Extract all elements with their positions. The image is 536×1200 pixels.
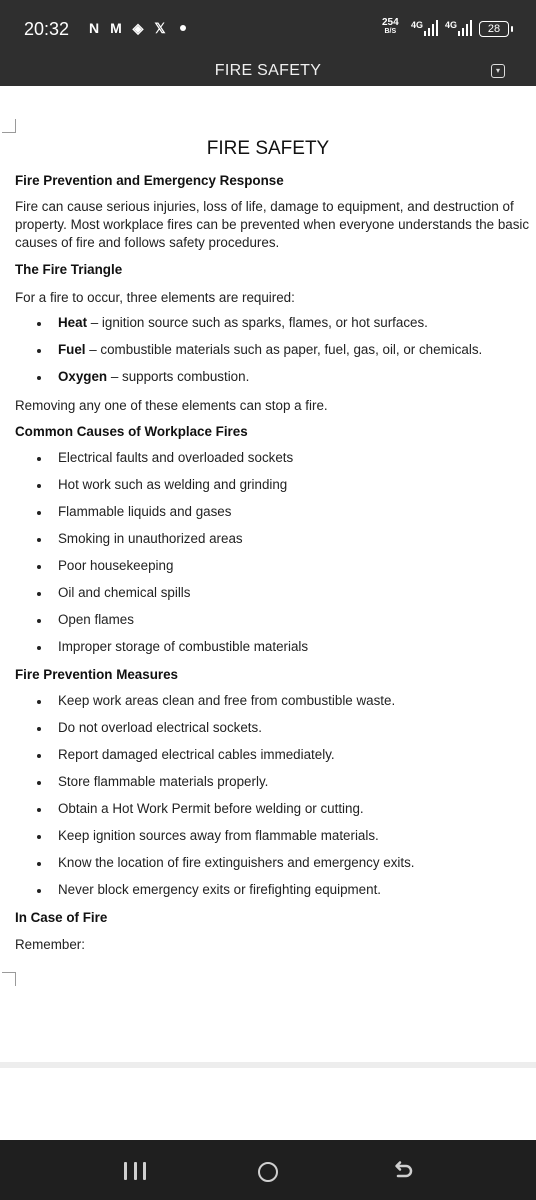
paragraph-line: causes of fire and follows safety procedures. [15, 235, 280, 250]
list-item: Do not overload electrical sockets. [58, 720, 262, 735]
bullet-icon [37, 862, 41, 866]
document-title: FIRE SAFETY [206, 138, 330, 159]
bullet-icon [37, 511, 41, 515]
list-item: Improper storage of combustible materials [58, 639, 309, 654]
bullet-icon [37, 808, 41, 812]
bullet-icon [37, 646, 41, 650]
bullet-icon [37, 592, 41, 596]
section-heading: Common Causes of Workplace Fires [15, 424, 248, 439]
section-heading: In Case of Fire [15, 910, 108, 925]
notification-icons [86, 20, 186, 36]
save-icon[interactable]: ▾ [491, 64, 505, 78]
paragraph-line: property. Most workplace fires can be prevented when everyone understands the basic [15, 217, 530, 232]
status-bar [0, 0, 536, 60]
recents-icon[interactable] [124, 1162, 146, 1180]
list-item: Obtain a Hot Work Permit before welding or cutting. [58, 801, 364, 816]
bullet-icon [37, 754, 41, 758]
crop-mark-top-left [2, 119, 16, 133]
bullet-icon [37, 538, 41, 542]
x-icon: 𝕏 [154, 19, 166, 36]
signal-1-icon [411, 20, 438, 36]
bullet-icon [37, 565, 41, 569]
battery-icon: 28 [479, 21, 509, 37]
list-item: Keep ignition sources away from flammable materials. [58, 828, 379, 843]
network-speed [382, 18, 399, 36]
bullet-icon [37, 835, 41, 839]
list-item: Heat – ignition source such as sparks, flames, or hot surfaces. [58, 315, 428, 330]
list-item: Fuel – combustible materials such as paper, fuel, gas, oil, or chemicals. [58, 342, 483, 357]
list-item: Keep work areas clean and free from combustible waste. [58, 693, 396, 708]
bullet-icon [37, 457, 41, 461]
signal-2-label: 4G [445, 20, 458, 30]
gmail-icon: M [110, 20, 122, 36]
network-speed-unit: B/S [384, 28, 397, 35]
list-item: Electrical faults and overloaded sockets [58, 450, 294, 465]
bullet-icon [37, 349, 41, 353]
bullet-icon [37, 322, 41, 326]
paragraph-line: Remember: [15, 937, 85, 952]
list-item: Know the location of fire extinguishers and emergency exits. [58, 855, 415, 870]
app-icon: ◈ [132, 19, 144, 36]
section-heading: Fire Prevention Measures [15, 667, 178, 682]
list-item: Open flames [58, 612, 134, 627]
section-heading: The Fire Triangle [15, 262, 123, 277]
list-item: Never block emergency exits or firefighting equipment. [58, 882, 382, 897]
paragraph-line: Removing any one of these elements can stop a fire. [15, 398, 328, 413]
list-item: Poor housekeeping [58, 558, 174, 573]
notion-icon: N [88, 20, 100, 36]
bullet-icon [37, 781, 41, 785]
status-time: 20:32 [24, 19, 70, 39]
list-item: Oil and chemical spills [58, 585, 191, 600]
list-item: Report damaged electrical cables immediately. [58, 747, 335, 762]
home-icon[interactable] [258, 1162, 278, 1182]
next-page[interactable] [0, 1068, 536, 1140]
bullet-icon [37, 619, 41, 623]
bullet-icon [37, 700, 41, 704]
app-bar-title: FIRE SAFETY [214, 62, 322, 79]
list-item: Smoking in unauthorized areas [58, 531, 243, 546]
signal-1-label: 4G [411, 20, 424, 30]
back-icon[interactable] [392, 1160, 414, 1182]
signal-2-icon [445, 20, 472, 36]
list-item: Hot work such as welding and grinding [58, 477, 288, 492]
list-item: Oxygen – supports combustion. [58, 369, 250, 384]
document-page[interactable] [0, 86, 536, 1062]
section-heading: Fire Prevention and Emergency Response [15, 173, 284, 188]
top-bar [0, 0, 536, 86]
bullet-icon [37, 484, 41, 488]
paragraph-line: For a fire to occur, three elements are required: [15, 290, 295, 305]
list-item: Flammable liquids and gases [58, 504, 232, 519]
more-notifications-icon [180, 25, 186, 31]
navigation-bar [0, 1140, 536, 1200]
bullet-icon [37, 889, 41, 893]
bullet-icon [37, 727, 41, 731]
network-speed-value: 254 [382, 17, 399, 28]
crop-mark-bottom-left [2, 972, 16, 986]
paragraph-line: Fire can cause serious injuries, loss of life, damage to equipment, and destruction of [15, 199, 514, 214]
list-item: Store flammable materials properly. [58, 774, 269, 789]
bullet-icon [37, 376, 41, 380]
